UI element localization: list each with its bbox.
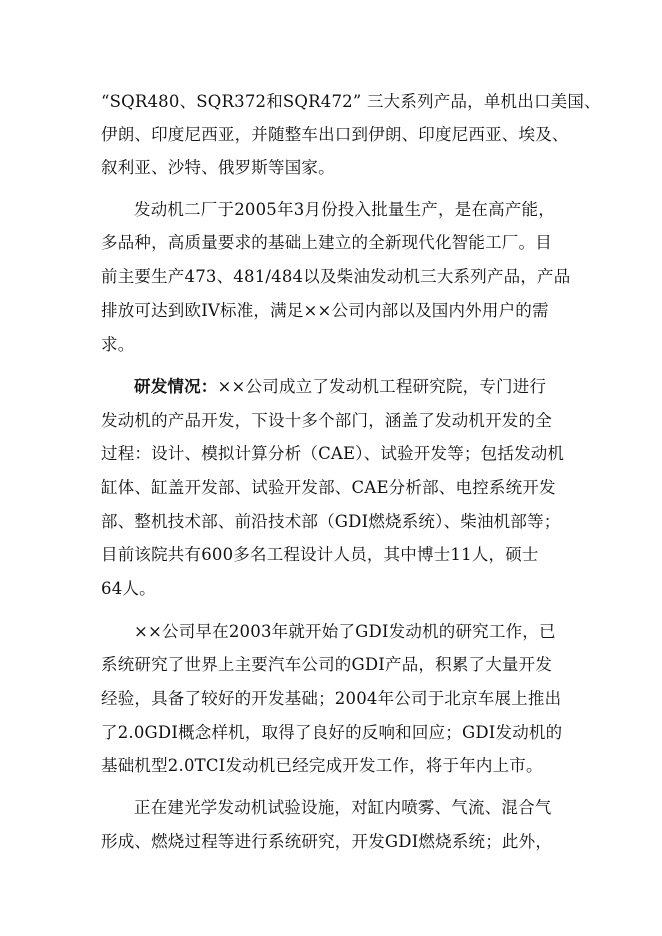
text-line: 经验，具备了较好的开发基础；2004年公司于北京车展上推出 <box>101 689 562 708</box>
text-line: 前主要生产473、481/484以及柴油发动机三大系列产品，产品 <box>101 267 571 286</box>
text-line: 多品种，高质量要求的基础上建立的全新现代化智能工厂。目 <box>101 233 552 252</box>
section-heading: 研发情况： <box>134 377 218 396</box>
text-line: 正在建光学发动机试验设施，对缸内喷雾、气流、混合气 <box>134 798 552 817</box>
text-line: 目前该院共有600多名工程设计人员，其中博士11人，硕士 <box>101 545 539 564</box>
text-line: 求。 <box>101 335 135 354</box>
text-line: 过程：设计、模拟计算分析（CAE）、试验开发等；包括发动机 <box>101 444 565 463</box>
text-line: 发动机二厂于2005年3月份投入批量生产，是在高产能， <box>134 200 555 219</box>
text-line: 叙利亚、沙特、俄罗斯等国家。 <box>101 158 335 177</box>
text-line: 64人。 <box>101 579 156 598</box>
text-line: 发动机的产品开发，下设十多个部门，涵盖了发动机开发的全 <box>101 411 552 430</box>
text-line: ××公司早在2003年就开始了GDI发动机的研究工作，已 <box>134 622 556 641</box>
text-line: 伊朗、印度尼西亚，并随整车出口到伊朗、印度尼西亚、埃及、 <box>101 125 569 144</box>
text-line: 基础机型2.0TCI发动机已经完成开发工作，将于年内上市。 <box>101 756 543 775</box>
text-line: 了2.0GDI概念样机，取得了良好的反响和回应；GDI发动机的 <box>101 723 563 742</box>
text-line: 部、整机技术部、前沿技术部（GDI燃烧系统）、柴油机部等； <box>101 512 561 531</box>
text-line <box>134 373 546 397</box>
text-line: 排放可达到欧IV标准，满足××公司内部以及国内外用户的需 <box>101 301 549 320</box>
text-line: 形成、燃烧过程等进行系统研究，开发GDI燃烧系统；此外， <box>101 832 553 851</box>
text-line: 缸体、缸盖开发部、试验开发部、CAE分析部、电控系统开发 <box>101 478 556 497</box>
text-span: ××公司成立了发动机工程研究院，专门进行 <box>217 377 547 396</box>
text-line: 系统研究了世界上主要汽车公司的GDI产品，积累了大量开发 <box>101 655 553 674</box>
text-line: “SQR480、SQR372和SQR472” 三大系列产品，单机出口美国、 <box>101 92 601 111</box>
